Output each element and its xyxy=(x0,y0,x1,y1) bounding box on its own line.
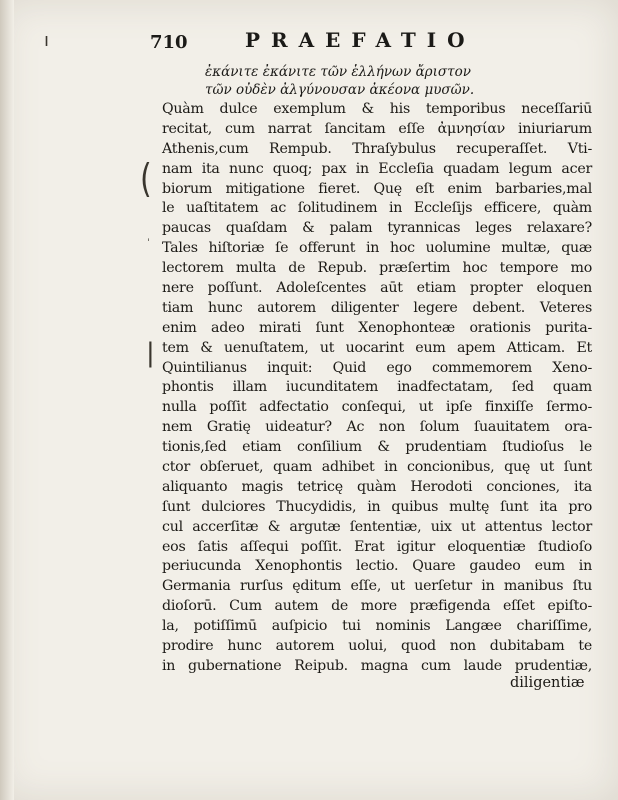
text-line: Germania rurſus ęditum eſſe, ut uerſetur in manibus ſtu xyxy=(162,578,592,595)
greek-verse-line: τῶν οὐδὲν ἀλγύνουσαν ἀκέονα μυσῶν. xyxy=(205,82,475,98)
page-number: 710 xyxy=(150,32,188,53)
text-line: nulla poſſit adfectatio conſequi, ut ipſe finxiſſe ſermo- xyxy=(162,399,592,416)
margin-bracket-mark: ( xyxy=(140,156,152,203)
margin-mark: ı xyxy=(44,30,50,51)
text-line: periucunda Xenophontis lectio. Quare gaudeo eum in xyxy=(162,558,592,575)
text-line: in gubernatione Reipub. magna cum laude prudentiæ, xyxy=(162,657,592,674)
text-line: nere poſſunt. Adoleſcentes aūt etiam propter eloquen xyxy=(162,280,592,297)
page-gutter xyxy=(0,0,14,800)
text-line: paucas quaſdam & palam tyrannicas leges relaxare? xyxy=(162,220,592,237)
text-line: biorum mitigatione fieret. Quę eſt enim barbaries,mal xyxy=(162,180,592,197)
margin-line-mark: | xyxy=(146,338,155,368)
margin-dot-mark: ˈ xyxy=(147,238,150,249)
text-line: lectorem multa de Repub. præſertim hoc tempore mo xyxy=(162,260,592,277)
text-line: aliquanto magis tetricę quàm Herodoti conciones, ita xyxy=(162,478,592,495)
body-text xyxy=(162,100,592,677)
running-head: PRAEFATIO xyxy=(245,28,476,52)
text-line: Athenis,cum Rempub. Thraſybulus recuperaſſet. Vti- xyxy=(162,140,592,157)
text-line: phontis illam iucunditatem inadfectatam, ſed quam xyxy=(162,379,592,396)
text-line: nem Gratię uideatur? Ac non ſolum ſuauitatem ora- xyxy=(162,419,592,436)
text-line: tem & uenuſtatem, ut uocarint eum apem Atticam. Et xyxy=(162,339,592,356)
text-line: eos ſatis aſſequi poſſit. Erat igitur eloquentiæ ſtudioſo xyxy=(162,538,592,555)
text-line: Quàm dulce exemplum & his temporibus neceſſariū xyxy=(162,101,592,117)
text-line: la, potiſſimū auſpicio tui nominis Langæe chariſſime, xyxy=(162,618,592,635)
text-line: ctor obſeruet, quam adhibet in concionibus, quę ut ſunt xyxy=(162,459,592,476)
greek-verse-line: ἐκάνιτε ἐκάνιτε τῶν ἑλλήνων ἄριστον xyxy=(205,64,471,80)
text-line: cul accerſitæ & argutæ ſententiæ, uix ut attentus lector xyxy=(162,518,592,535)
text-line: Tales hiſtoriæ ſe offerunt in hoc uolumine multæ, quæ xyxy=(162,240,592,257)
text-line: ſunt dulciores Thucydidis, in quibus multę ſunt ita pro xyxy=(162,498,592,515)
text-line: tionis,ſed etiam conſilium & prudentiam ſtudioſus le xyxy=(162,439,592,456)
text-line: le uaſtitatem ac ſolitudinem in Eccleſijs efficere, quàm xyxy=(162,200,592,217)
text-line: tiam hunc autorem diligenter legere debent. Veteres xyxy=(162,299,592,316)
text-line: recitat, cum narrat ſancitam eſſe ἀμνησίαν iniuriarum xyxy=(162,120,592,137)
catchword: diligentiæ xyxy=(510,675,585,691)
page-header xyxy=(150,28,530,54)
text-line: enim adeo mirati ſunt Xenophonteæ orationis puritа- xyxy=(162,319,592,336)
text-line: Quintilianus inquit: Quid ego commemorem Xeno- xyxy=(162,359,592,376)
text-line: nam ita nunc quoq; pax in Eccleſia quadam legum acer xyxy=(162,160,592,177)
text-line: prodire hunc autorem uolui, quod non dubitabam te xyxy=(162,638,592,655)
text-line: dioſorū. Cum autem de more præfigenda eſſet epiſto- xyxy=(162,598,592,615)
